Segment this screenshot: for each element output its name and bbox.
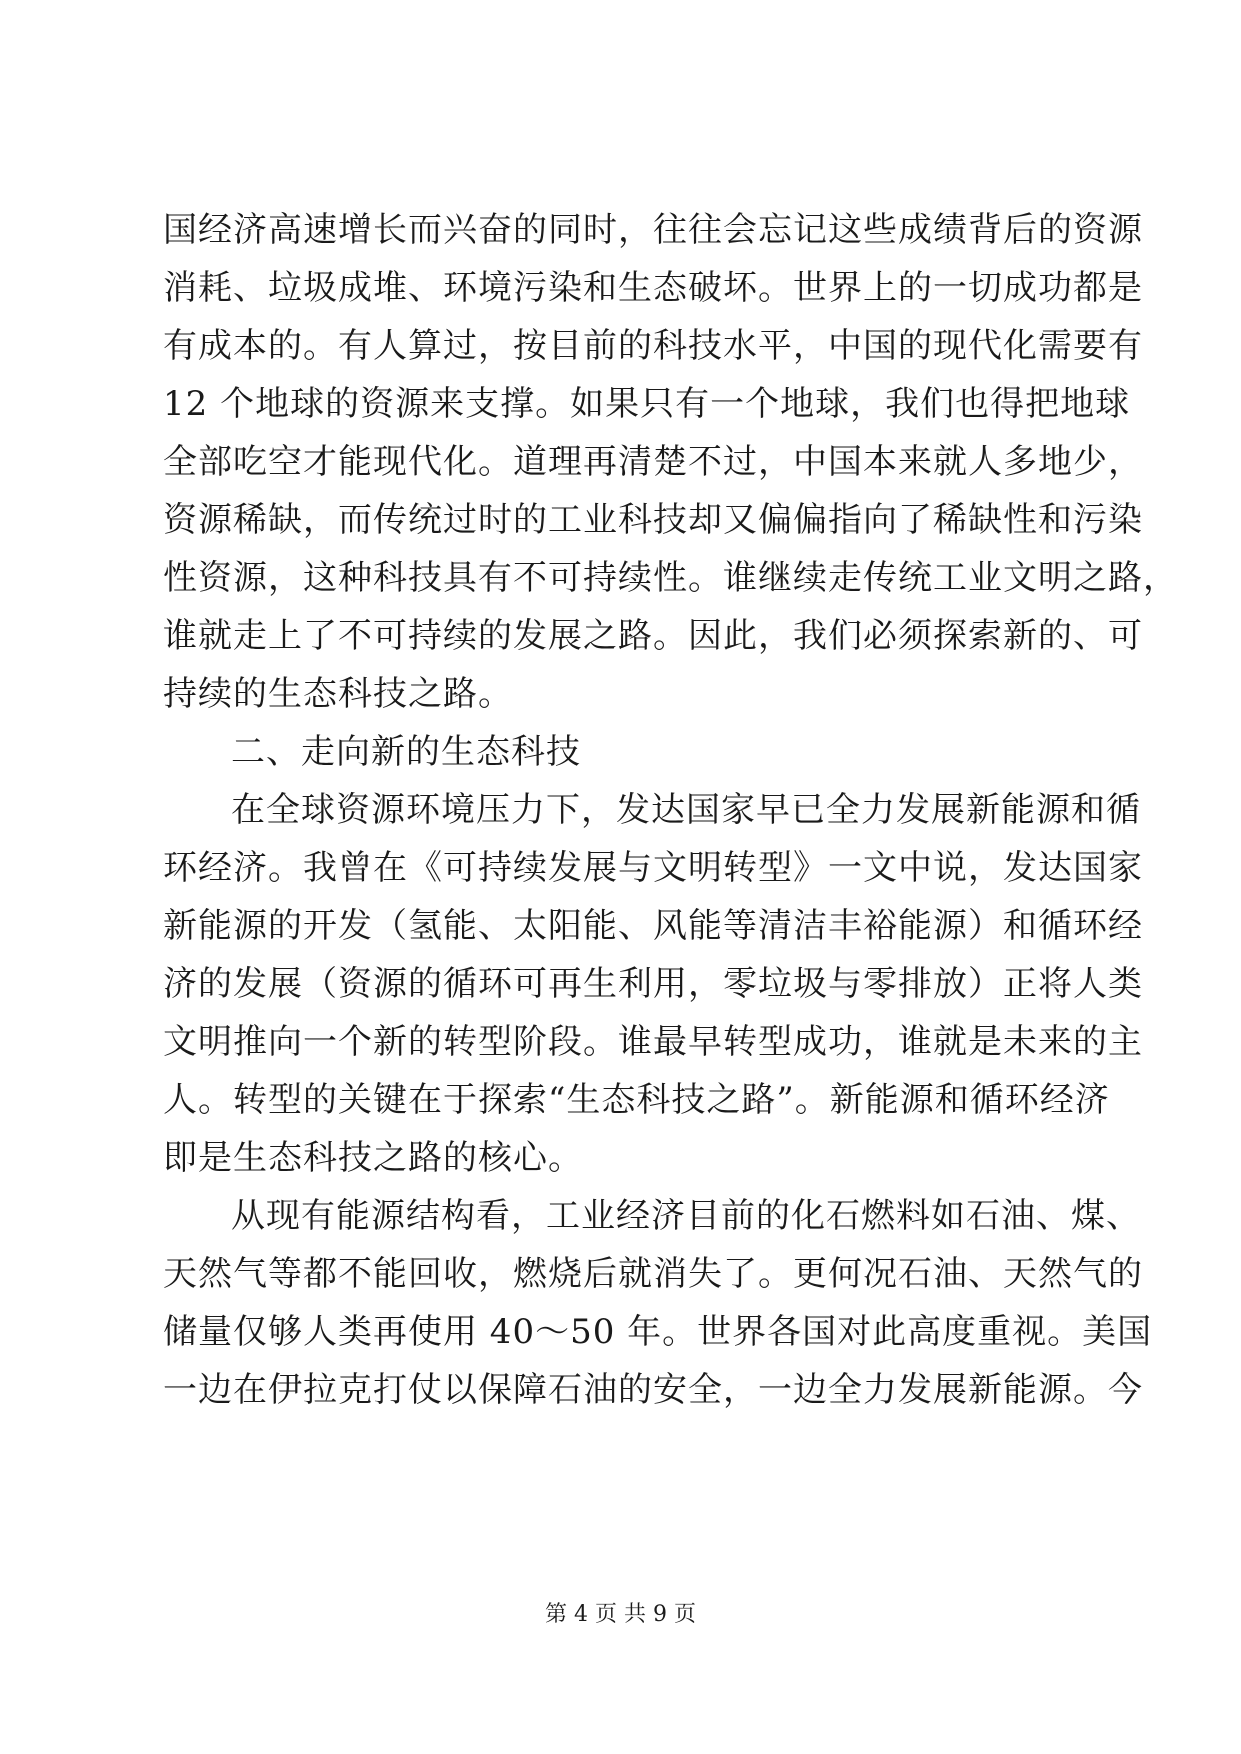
body-line: 储量仅够人类再使用 40～50 年。世界各国对此高度重视。美国 bbox=[163, 1312, 1153, 1352]
body-line: 国经济高速增长而兴奋的同时，往往会忘记这些成绩背后的资源 bbox=[163, 210, 1143, 250]
section-heading: 二、走向新的生态科技 bbox=[231, 732, 581, 772]
body-line: 在全球资源环境压力下，发达国家早已全力发展新能源和循 bbox=[231, 790, 1141, 830]
body-line: 有成本的。有人算过，按目前的科技水平，中国的现代化需要有 bbox=[163, 326, 1143, 366]
body-line: 环经济。我曾在《可持续发展与文明转型》一文中说，发达国家 bbox=[163, 848, 1143, 888]
body-line: 济的发展（资源的循环可再生利用，零垃圾与零排放）正将人类 bbox=[163, 964, 1143, 1004]
body-line: 文明推向一个新的转型阶段。谁最早转型成功，谁就是未来的主 bbox=[163, 1022, 1143, 1062]
body-line: 12 个地球的资源来支撑。如果只有一个地球，我们也得把地球 bbox=[163, 384, 1131, 424]
body-line: 即是生态科技之路的核心。 bbox=[163, 1138, 583, 1178]
body-line: 一边在伊拉克打仗以保障石油的安全，一边全力发展新能源。今 bbox=[163, 1370, 1143, 1410]
body-line: 性资源，这种科技具有不可持续性。谁继续走传统工业文明之路， bbox=[163, 558, 1178, 598]
body-line: 新能源的开发（氢能、太阳能、风能等清洁丰裕能源）和循环经 bbox=[163, 906, 1143, 946]
body-line: 从现有能源结构看，工业经济目前的化石燃料如石油、煤、 bbox=[231, 1196, 1141, 1236]
page-footer: 第 4 页 共 9 页 bbox=[545, 1602, 696, 1627]
body-line: 谁就走上了不可持续的发展之路。因此，我们必须探索新的、可 bbox=[163, 616, 1143, 656]
body-line: 天然气等都不能回收，燃烧后就消失了。更何况石油、天然气的 bbox=[163, 1254, 1143, 1294]
body-line: 全部吃空才能现代化。道理再清楚不过，中国本来就人多地少， bbox=[163, 442, 1143, 482]
body-line: 消耗、垃圾成堆、环境污染和生态破坏。世界上的一切成功都是 bbox=[163, 268, 1143, 308]
body-line: 资源稀缺，而传统过时的工业科技却又偏偏指向了稀缺性和污染 bbox=[163, 500, 1143, 540]
body-line: 持续的生态科技之路。 bbox=[163, 674, 513, 714]
body-line: 人。转型的关键在于探索“生态科技之路”。新能源和循环经济 bbox=[163, 1080, 1110, 1120]
